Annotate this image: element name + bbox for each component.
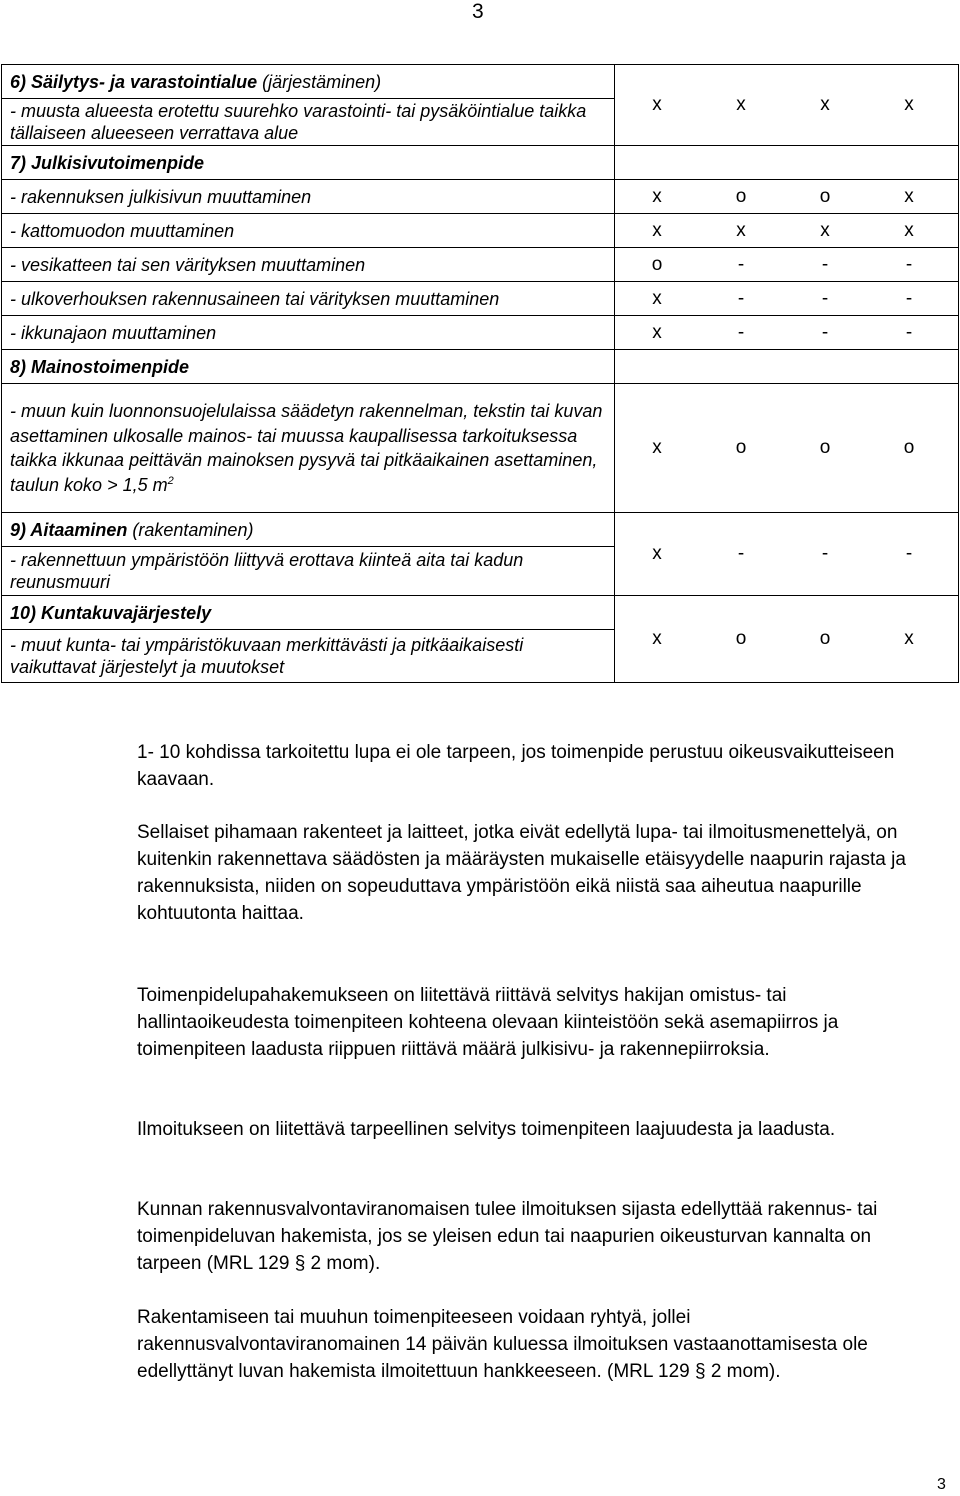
- item-text: - muut kunta- tai ympäristökuvaan merkittävästi ja pitkäaikaisesti vaikuttavat järjestelyt ja muutokset: [2, 630, 615, 683]
- item-text: - rakennettuun ympäristöön liittyvä erottava kiinteä aita tai kadun reunusmuuri: [2, 547, 615, 596]
- mark: x: [652, 94, 662, 115]
- mark: x: [736, 219, 746, 241]
- permit-table: [1, 64, 959, 683]
- mark: x: [652, 321, 662, 343]
- table-row: [2, 513, 959, 547]
- mark: -: [905, 287, 913, 309]
- mark: x: [904, 628, 914, 649]
- marks-cell: [615, 384, 959, 513]
- section-heading: 7) Julkisivutoimenpide: [2, 146, 615, 180]
- mark: x: [652, 437, 662, 458]
- mark: x: [904, 185, 914, 207]
- mark: x: [820, 94, 830, 115]
- table-row: [2, 282, 959, 316]
- marks-cell: [615, 513, 959, 596]
- table-row: [2, 214, 959, 248]
- item-text: - kattomuodon muuttaminen: [2, 214, 615, 248]
- paragraph: Ilmoitukseen on liitettävä tarpeellinen selvitys toimenpiteen laajuudesta ja laadusta.: [137, 1119, 836, 1140]
- mark: x: [652, 628, 662, 649]
- mark: -: [737, 287, 745, 309]
- table-row: [2, 384, 959, 513]
- section-heading: 9) Aitaaminen (rakentaminen): [2, 513, 615, 547]
- mark: -: [905, 321, 913, 343]
- mark: -: [821, 321, 829, 343]
- mark: -: [737, 253, 745, 275]
- paragraph: Toimenpidelupahakemukseen on liitettävä riittävä selvitys hakijan omistus- tai hallintaoikeudesta toimenpiteen kohteena olevaan kiinteistöön sekä asemapiirros ja toimenpiteen laadusta riippuen riittävä määrä julkisivu- ja rakennepiirroksia.: [137, 985, 839, 1060]
- mark: o: [819, 437, 831, 458]
- mark: x: [904, 219, 914, 241]
- page-number-bottom: 3: [937, 1476, 946, 1493]
- table-row: [2, 316, 959, 350]
- page-number-top: 3: [472, 0, 484, 23]
- marks-cell: [615, 180, 959, 214]
- mark: x: [652, 543, 662, 564]
- marks-cell: [615, 214, 959, 248]
- item-text: - ulkoverhouksen rakennusaineen tai värityksen muuttaminen: [2, 282, 615, 316]
- table-row: [2, 248, 959, 282]
- item-text: - muun kuin luonnonsuojelulaissa säädetyn rakennelman, tekstin tai kuvan asettaminen ulkosalle mainos- tai muussa kaupallisessa tarkoituksessa taikka ikkunaa peittävän mainoksen pysyvä tai pitkäaikainen asettaminen, taulun koko > 1,5 $m^2$: [2, 384, 615, 513]
- section-heading: 10) Kuntakuvajärjestely: [2, 596, 615, 630]
- mark: x: [652, 219, 662, 241]
- table-row: [2, 180, 959, 214]
- mark: o: [819, 185, 831, 207]
- item-text: - vesikatteen tai sen värityksen muuttaminen: [2, 248, 615, 282]
- table-row: [2, 146, 959, 180]
- mark: -: [821, 253, 829, 275]
- table-row: [2, 350, 959, 384]
- mark: x: [820, 219, 830, 241]
- section-heading: 8) Mainostoimenpide: [2, 350, 615, 384]
- paragraph: Sellaiset pihamaan rakenteet ja laitteet, jotka eivät edellytä lupa- tai ilmoitusmenettelyä, on kuitenkin rakennettava säädösten ja määräysten mukaiselle etäisyydelle naapurin rajasta ja rakennuksista, niiden on sopeuduttava ympäristöön eikä niistä saa aiheutua naapurille kohtuutonta haittaa.: [137, 822, 906, 924]
- mark: -: [821, 287, 829, 309]
- mark: o: [903, 437, 915, 458]
- mark: x: [736, 94, 746, 115]
- section-heading: 6) Säilytys- ja varastointialue (järjestäminen): [2, 65, 615, 99]
- mark: -: [905, 253, 913, 275]
- paragraph: Rakentamiseen tai muuhun toimenpiteeseen voidaan ryhtyä, jollei rakennusvalvontaviranomainen 14 päivän kuluessa ilmoituksen vastaanottamisesta ole edellyttänyt luvan hakemista ilmoitettuun hankkeeseen. (MRL 129 § 2 mom).: [137, 1307, 868, 1382]
- item-text: - rakennuksen julkisivun muuttaminen: [2, 180, 615, 214]
- paragraph: Kunnan rakennusvalvontaviranomaisen tulee ilmoituksen sijasta edellyttää rakennus- tai toimenpideluvan hakemista, jos se yleisen edun tai naapurien oikeusturvan kannalta on tarpeen (MRL 129 § 2 mom).: [137, 1199, 878, 1274]
- marks-cell: [615, 248, 959, 282]
- marks-cell: [615, 282, 959, 316]
- mark: -: [821, 543, 829, 564]
- marks-cell: [615, 65, 959, 146]
- mark: o: [735, 437, 747, 458]
- mark: -: [737, 321, 745, 343]
- mark: x: [652, 185, 662, 207]
- mark: x: [652, 287, 662, 309]
- mark: o: [651, 253, 663, 275]
- item-text: - muusta alueesta erotettu suurehko varastointi- tai pysäköintialue taikka tällaiseen alueeseen verrattava alue: [2, 99, 615, 146]
- mark: o: [735, 185, 747, 207]
- table-row: [2, 65, 959, 99]
- table-row: [2, 596, 959, 630]
- mark: x: [904, 94, 914, 115]
- mark: -: [905, 543, 913, 564]
- mark: o: [819, 628, 831, 649]
- mark: -: [737, 543, 745, 564]
- marks-cell: [615, 316, 959, 350]
- paragraph: 1- 10 kohdissa tarkoitettu lupa ei ole tarpeen, jos toimenpide perustuu oikeusvaikutteiseen kaavaan.: [137, 742, 895, 790]
- item-text: - ikkunajaon muuttaminen: [2, 316, 615, 350]
- marks-cell: [615, 596, 959, 683]
- mark: o: [735, 628, 747, 649]
